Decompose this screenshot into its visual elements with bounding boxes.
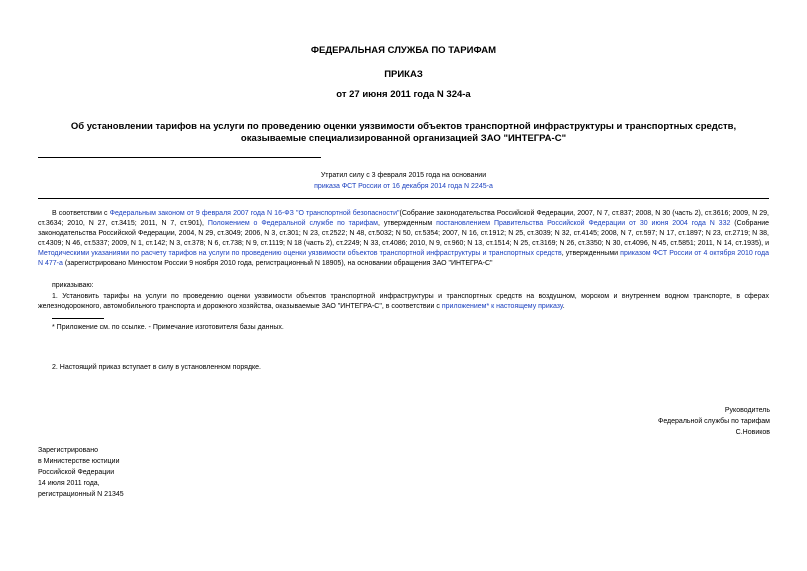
registration-line-4: 14 июля 2011 года,: [38, 480, 100, 487]
registration-block: [38, 445, 124, 500]
status-link-wrap: [0, 181, 807, 192]
government-decree-link[interactable]: постановлением Правительства Российской Федерации от 30 июня 2004 года N 332: [436, 220, 731, 227]
registration-line-1: Зарегистрировано: [38, 447, 98, 454]
registration-line-3: Российской Федерации: [38, 469, 115, 476]
item-1-end: .: [562, 303, 565, 310]
item-2: 2. Настоящий приказ вступает в силу в установленном порядке.: [52, 364, 262, 371]
footnote-divider: [52, 318, 104, 319]
registration-line-5: регистрационный N 21345: [38, 491, 124, 498]
preamble-text-2: (Собрание законодательства Российской Федерации, 2007, N 7, ст.837; 2008, N 30 (часть 2), ст.3616; 2009, N 29, ст.3634; 2010, N 27, ст.3415; 2011, N 7, ст.901),: [38, 210, 769, 227]
preamble-text-1: В соответствии с: [52, 210, 110, 217]
signature-block: [658, 405, 770, 438]
title-divider: [38, 157, 321, 158]
methodical-guidelines-link[interactable]: Методическими указаниями по расчету тарифов на услуги по проведению оценки уязвимости объектов транспортной инфраструктуры и транспортных средств: [38, 250, 562, 257]
item-1-paragraph: [38, 292, 769, 312]
doc-title: Об установлении тарифов на услуги по проведению оценки уязвимости объектов транспортной инфраструктуры и транспортных средств, оказываемые специализированной организацией ЗАО "ИНТЕГРА-С": [70, 121, 737, 144]
federal-law-link[interactable]: Федеральным законом от 9 февраля 2007 года N 16-ФЗ "О транспортной безопасности": [109, 210, 400, 217]
status-line: Утратил силу с 3 февраля 2015 года на основании: [320, 172, 487, 179]
order-word: приказываю:: [52, 282, 94, 289]
status-divider: [38, 198, 769, 199]
agency-name: ФЕДЕРАЛЬНАЯ СЛУЖБА ПО ТАРИФАМ: [310, 45, 497, 56]
fst-order-link[interactable]: приказом ФСТ России от 4 октября 2010 года N 477-а: [38, 250, 769, 267]
signature-line-2: Федеральной службы по тарифам: [658, 418, 770, 425]
signature-line-1: Руководитель: [724, 407, 770, 414]
registration-line-2: в Министерстве юстиции: [38, 458, 120, 465]
signature-line-3: С.Новиков: [735, 429, 770, 436]
repeal-order-link[interactable]: приказа ФСТ России от 16 декабря 2014 года N 2245-а: [314, 183, 493, 190]
preamble-text-3: , утвержденным: [377, 220, 437, 227]
doc-type: ПРИКАЗ: [384, 69, 423, 80]
footnote: * Приложение см. по ссылке. - Примечание изготовителя базы данных.: [52, 324, 284, 331]
doc-date-number: от 27 июня 2011 года N 324-а: [336, 89, 471, 100]
appendix-link[interactable]: приложением* к настоящему приказу: [441, 303, 563, 310]
item-1-text: 1. Установить тарифы на услуги по проведению оценки уязвимости объектов транспортной инфраструктуры и транспортных средств на воздушном, морском и внутреннем водном транспорте, в сферах железнодорожного, автомобильного транспорта и дорожного хозяйства, оказываемые ЗАО "ИНТЕГРА-С", в соответствии с: [38, 293, 769, 310]
preamble-text-5: , утвержденными: [561, 250, 621, 257]
preamble-text-6: (зарегистрировано Минюстом России 9 ноября 2010 года, регистрационный N 18905), на основании обращения ЗАО "ИНТЕГРА-С": [62, 260, 493, 267]
regulation-link[interactable]: Положением о Федеральной службе по тарифам: [207, 220, 378, 227]
preamble-text-4: (Собрание законодательства Российской Федерации, 2004, N 29, ст.3049; 2006, N 3, ст.301; N 23, ст.2522; N 48, ст.5032; N 50, ст.5354; 2007, N 16, ст.1912; N 25, ст.3039; N 32, ст.4145; 2008, N 7, ст.597; N 17, ст.1897; N 23, ст.2719; N 38, ст.4309; N 46, ст.5337; 2009, N 1, ст.142; N 3, ст.378; N 6, ст.738; N 9, ст.1119; N 18 (часть 2), ст.2249; N 33, ст.4086; 2010, N 9, ст.960; N 13, ст.1514; N 25, ст.3169; N 26, ст.3350; N 30, ст.4096, N 45, ст.5851; 2011, N 14, ст.1935), и: [38, 220, 770, 247]
preamble-paragraph: [38, 209, 769, 269]
